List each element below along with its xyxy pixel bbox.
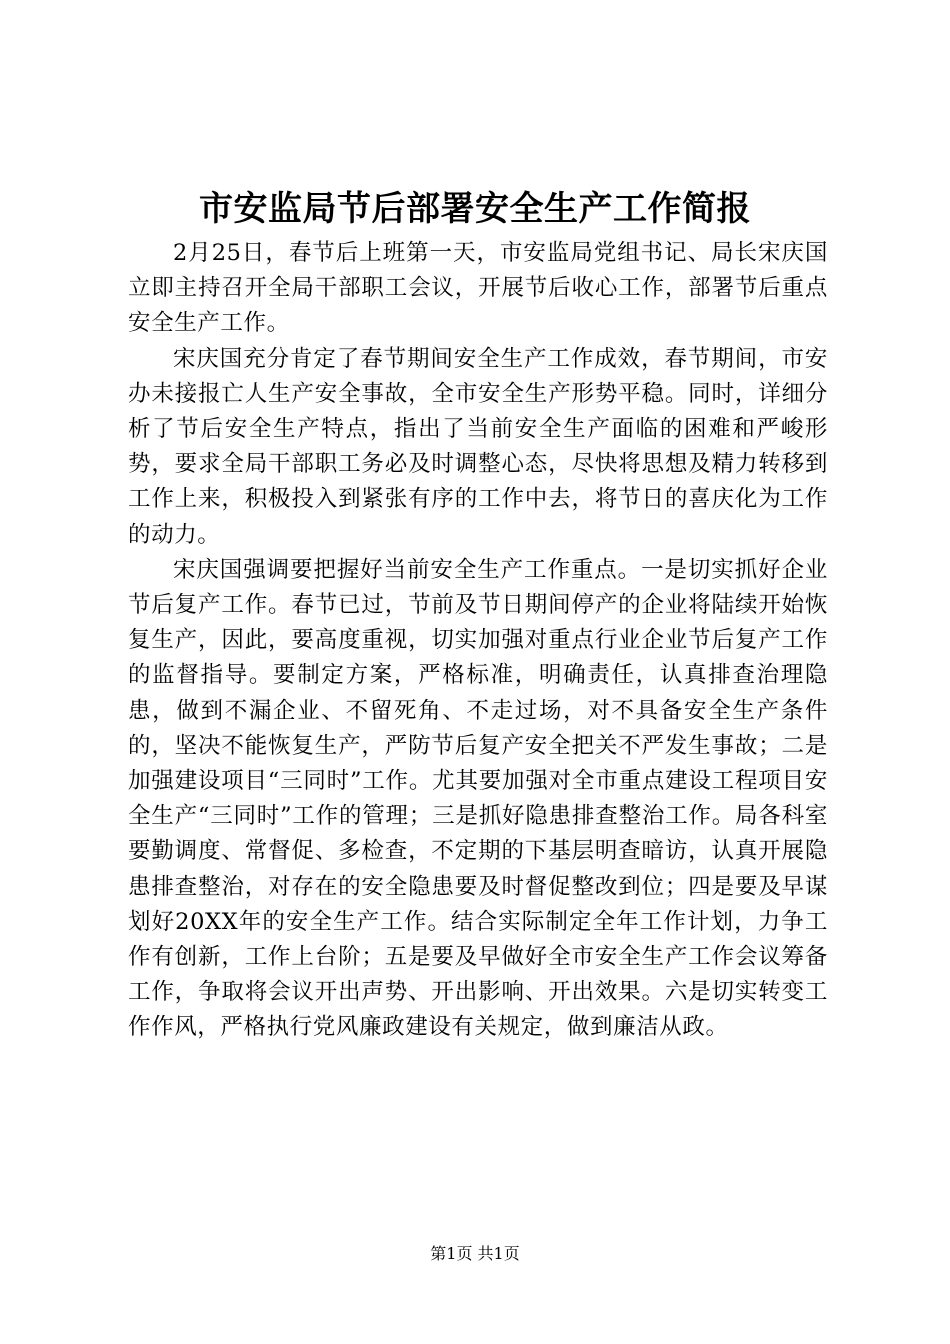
paragraph-2: 宋庆国充分肯定了春节期间安全生产工作成效，春节期间，市安办未接报亡人生产安全事故，全市安全生产形势平稳。同时，详细分析了节后安全生产特点，指出了当前安全生产面临的困难和严峻形势，要求全局干部职工务必及时调整心态，尽快将思想及精力转移到工作上来，积极投入到紧张有序的工作中去，将节日的喜庆化为工作的动力。 [128,345,828,548]
document-title: 市安监局节后部署安全生产工作简报 [199,189,751,229]
paragraph-3: 宋庆国强调要把握好当前安全生产工作重点。一是切实抓好企业节后复产工作。春节已过，节前及节日期间停产的企业将陆续开始恢复生产，因此，要高度重视，切实加强对重点行业企业节后复产工作的监督指导。要制定方案，严格标准，明确责任，认真排查治理隐患，做到不漏企业、不留死角、不走过场，对不具备安全生产条件的，坚决不能恢复生产，严防节后复产安全把关不严发生事故；二是加强建设项目“三同时”工作。尤其要加强对全市重点建设工程项目安全生产“三同时”工作的管理；三是抓好隐患排查整治工作。局各科室要勤调度、常督促、多检查，不定期的下基层明查暗访，认真开展隐患排查整治，对存在的安全隐患要及时督促整改到位；四是要及早谋划好20XX年的安全生产工作。结合实际制定全年工作计划，力争工作有创新，工作上台阶；五是要及早做好全市安全生产工作会议筹备工作，争取将会议开出声势、开出影响、开出效果。六是切实转变工作作风，严格执行党风廉政建设有关规定，做到廉洁从政。 [128,556,828,1041]
document-body [128,236,828,1046]
paragraph-1: 2月25日，春节后上班第一天，市安监局党组书记、局长宋庆国立即主持召开全局干部职工会议，开展节后收心工作，部署节后重点安全生产工作。 [128,240,828,337]
page-number-footer: 第1页 共1页 [430,1244,520,1263]
